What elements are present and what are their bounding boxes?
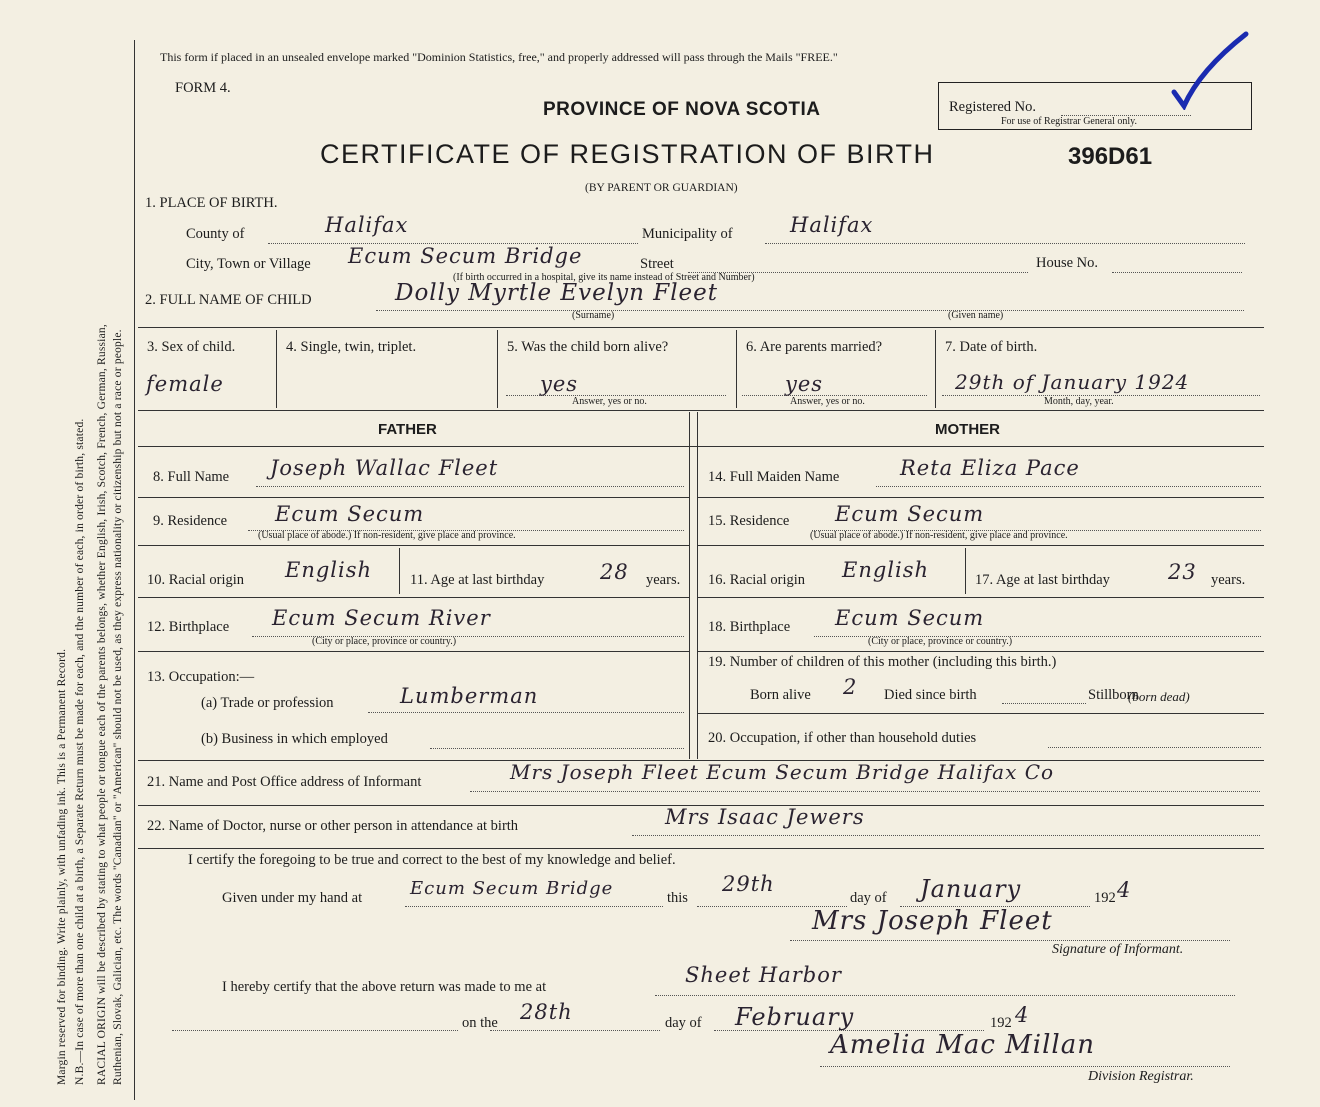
doctor-label: 22. Name of Doctor, nurse or other person in attendance at birth — [147, 818, 519, 834]
registrar-place-value: Sheet Harbor — [685, 963, 842, 987]
registered-label: Registered No. — [949, 99, 1036, 115]
sex-label: 3. Sex of child. — [147, 339, 236, 355]
margin-note-racial-origin-2: Ruthenian, Slovak, Galician, etc. The words "Canadian" or "American" should not be used, as they express nationality or citizenship but not a race or people. — [112, 329, 124, 1085]
informant-value: Mrs Joseph Fleet Ecum Secum Bridge Halifax Co — [510, 760, 1055, 784]
registrar-on-the-label: on the — [462, 1015, 498, 1031]
county-label: County of — [186, 226, 245, 242]
mother-racial-value: English — [842, 558, 930, 582]
street-label: Street — [640, 256, 674, 272]
form-number: FORM 4. — [175, 80, 231, 96]
father-age-value: 28 — [600, 560, 629, 584]
informant-signature-label: Signature of Informant. — [1052, 942, 1184, 957]
father-years-label: years. — [646, 572, 681, 588]
mother-residence-note: (Usual place of abode.) If non-resident, give place and province. — [810, 530, 1068, 541]
registrar-statement: I hereby certify that the above return was made to me at — [222, 979, 547, 995]
mother-birthplace-value: Ecum Secum — [835, 606, 985, 630]
binding-margin — [0, 0, 140, 1107]
trade-label: (a) Trade or profession — [201, 695, 334, 711]
date-of-birth-label: 7. Date of birth. — [945, 339, 1038, 355]
doctor-value: Mrs Isaac Jewers — [665, 805, 865, 829]
given-name-note: (Given name) — [948, 310, 1004, 321]
given-day-of-label: day of — [850, 890, 887, 906]
sex-value: female — [146, 372, 224, 396]
given-year-prefix: 192 — [1094, 890, 1116, 906]
parents-married-label: 6. Are parents married? — [746, 339, 883, 355]
county-value: Halifax — [325, 213, 409, 237]
father-heading: FATHER — [378, 421, 437, 438]
registrar-signature: Amelia Mac Millan — [830, 1030, 1095, 1060]
registrar-month-value: February — [735, 1003, 855, 1031]
surname-note: (Surname) — [572, 310, 615, 321]
children-count-label: 19. Number of children of this mother (including this birth.) — [708, 654, 1057, 670]
born-alive-count-value: 2 — [843, 675, 858, 699]
born-alive-label: 5. Was the child born alive? — [507, 339, 669, 355]
born-alive-note: Answer, yes or no. — [572, 396, 647, 407]
father-racial-label: 10. Racial origin — [147, 572, 245, 588]
father-residence-label: 9. Residence — [153, 513, 228, 529]
registrar-year-prefix: 192 — [990, 1015, 1012, 1031]
place-of-birth-heading: 1. PLACE OF BIRTH. — [145, 195, 278, 211]
mother-years-label: years. — [1211, 572, 1246, 588]
father-racial-value: English — [285, 558, 373, 582]
municipality-value: Halifax — [790, 213, 874, 237]
child-name-value: Dolly Myrtle Evelyn Fleet — [395, 280, 719, 306]
born-alive-value: yes — [540, 372, 579, 396]
mother-name-label: 14. Full Maiden Name — [708, 469, 840, 485]
mother-name-value: Reta Eliza Pace — [900, 456, 1080, 480]
given-place-value: Ecum Secum Bridge — [410, 878, 614, 899]
date-of-birth-note: Month, day, year. — [1044, 396, 1114, 407]
given-month-value: January — [920, 875, 1022, 903]
father-residence-value: Ecum Secum — [275, 502, 425, 526]
hospital-note: (If birth occurred in a hospital, give its name instead of Street and Number) — [453, 272, 755, 283]
mother-age-value: 23 — [1168, 560, 1197, 584]
certificate-subtitle: (BY PARENT OR GUARDIAN) — [585, 182, 738, 194]
stillborn-label: Stillborn — [1088, 687, 1139, 703]
province-heading: PROVINCE OF NOVA SCOTIA — [543, 99, 821, 120]
parents-married-note: Answer, yes or no. — [790, 396, 865, 407]
registrar-year-digit: 4 — [1015, 1003, 1030, 1027]
father-name-value: Joseph Wallac Fleet — [270, 456, 499, 480]
mother-racial-label: 16. Racial origin — [708, 572, 806, 588]
registrar-signature-label: Division Registrar. — [1088, 1069, 1194, 1084]
mother-residence-label: 15. Residence — [708, 513, 790, 529]
margin-note-multiple-births: N.B.—In case of more than one child at a birth, a Separate Return must be made for each, and the number of each, in order of birth, stated. — [74, 418, 86, 1085]
registrar-day-of-label: day of — [665, 1015, 702, 1031]
margin-note-binding: Margin reserved for binding. Write plainly, with unfading ink. This is a Permanent Record. — [56, 648, 68, 1085]
this-label: this — [667, 890, 688, 906]
mail-notice: This form if placed in an unsealed envelope marked "Dominion Statistics, free," and properly addressed will pass through the Mails "FREE." — [160, 50, 838, 64]
trade-value: Lumberman — [400, 684, 539, 708]
municipality-label: Municipality of — [642, 226, 733, 242]
parents-married-value: yes — [785, 372, 824, 396]
certify-statement: I certify the foregoing to be true and correct to the best of my knowledge and belief. — [188, 852, 676, 868]
margin-note-racial-origin-1: RACIAL ORIGIN will be described by stating to what people or tongue each of the parents belongs, whether English, Irish, Scotch, French, German, Russian, — [96, 324, 108, 1085]
plurality-label: 4. Single, twin, triplet. — [286, 339, 417, 355]
occupation-label: 13. Occupation:— — [147, 669, 255, 685]
died-since-birth-label: Died since birth — [884, 687, 977, 703]
father-birthplace-value: Ecum Secum River — [272, 606, 491, 630]
mother-birthplace-note: (City or place, province or country.) — [868, 636, 1013, 647]
born-alive-count-label: Born alive — [750, 687, 811, 703]
informant-signature: Mrs Joseph Fleet — [812, 906, 1053, 936]
given-under-label: Given under my hand at — [222, 890, 363, 906]
informant-label: 21. Name and Post Office address of Informant — [147, 774, 422, 790]
mother-occupation-label: 20. Occupation, if other than household duties — [708, 730, 977, 746]
mother-heading: MOTHER — [935, 421, 1000, 438]
stillborn-note: (born dead) — [1128, 689, 1190, 704]
given-year-digit: 4 — [1117, 878, 1132, 902]
certificate-stamp-number: 396D61 — [1068, 143, 1153, 170]
margin-rule — [134, 40, 135, 1100]
certificate-title: CERTIFICATE OF REGISTRATION OF BIRTH — [320, 139, 935, 169]
mother-residence-value: Ecum Secum — [835, 502, 985, 526]
father-birthplace-note: (City or place, province or country.) — [312, 636, 457, 647]
father-birthplace-label: 12. Birthplace — [147, 619, 230, 635]
mother-age-label: 17. Age at last birthday — [975, 572, 1110, 588]
mother-birthplace-label: 18. Birthplace — [708, 619, 791, 635]
registrar-note: For use of Registrar General only. — [1001, 116, 1137, 127]
city-value: Ecum Secum Bridge — [348, 244, 583, 268]
child-name-label: 2. FULL NAME OF CHILD — [145, 292, 312, 308]
city-label: City, Town or Village — [186, 256, 311, 272]
check-mark-icon — [1170, 30, 1250, 110]
father-residence-note: (Usual place of abode.) If non-resident, give place and province. — [258, 530, 516, 541]
given-day-value: 29th — [722, 872, 775, 896]
father-age-label: 11. Age at last birthday — [410, 572, 545, 588]
house-number-label: House No. — [1036, 255, 1099, 271]
business-label: (b) Business in which employed — [201, 731, 388, 747]
date-of-birth-value: 29th of January 1924 — [955, 370, 1190, 394]
registrar-day-value: 28th — [520, 1000, 573, 1024]
father-name-label: 8. Full Name — [153, 469, 230, 485]
